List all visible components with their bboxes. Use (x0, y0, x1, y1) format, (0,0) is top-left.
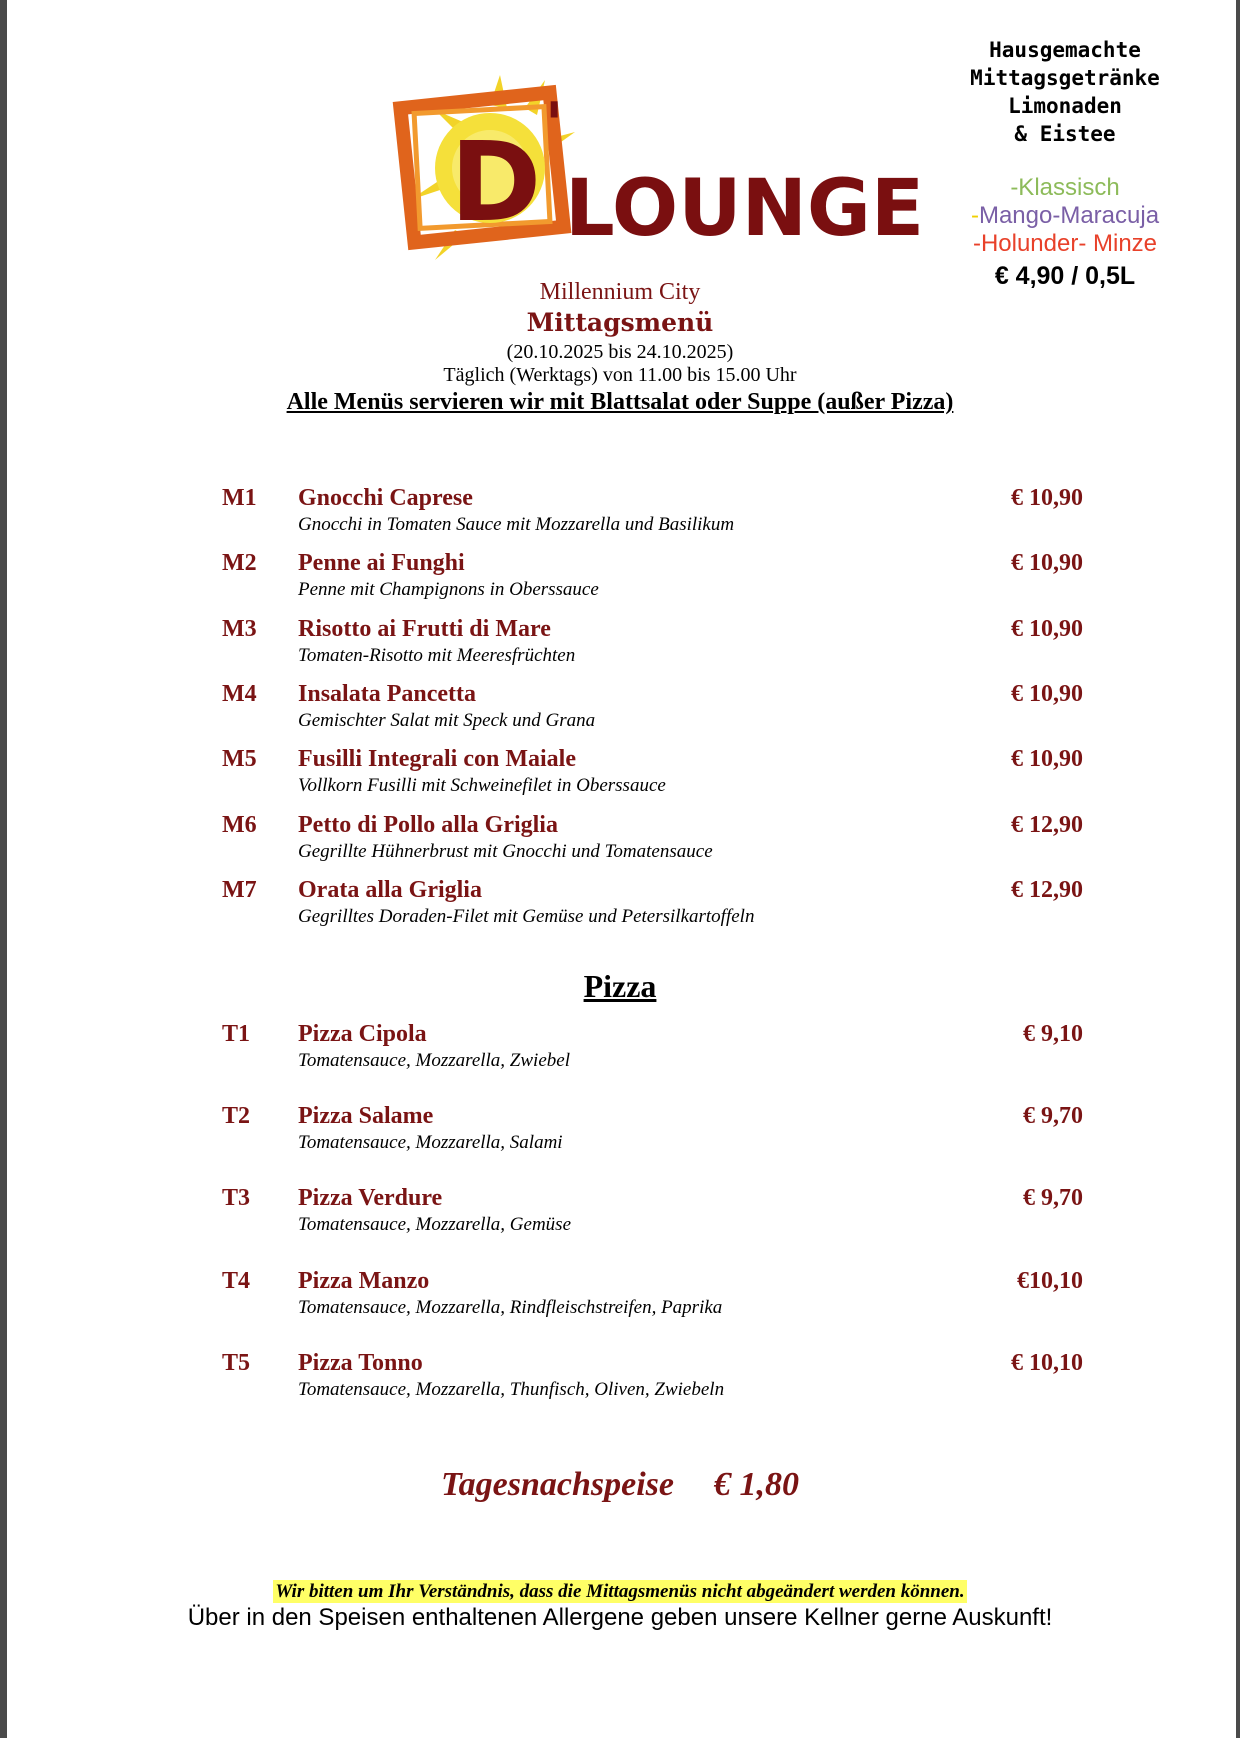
item-price: € 10,90 (1011, 681, 1083, 707)
drinks-line: & Eistee (1014, 122, 1116, 146)
menu-item (0, 812, 1240, 868)
menu-item (0, 550, 1240, 606)
drinks-line: Limonaden (1008, 94, 1122, 118)
item-description: Tomatensauce, Mozzarella, Gemüse (298, 1214, 572, 1235)
menu-item (0, 746, 1240, 802)
item-price: € 9,70 (1023, 1103, 1083, 1129)
item-name: Pizza Salame (298, 1103, 434, 1129)
logo-graphic (395, 70, 925, 275)
item-price: €10,10 (1017, 1268, 1083, 1294)
item-price: € 12,90 (1011, 877, 1083, 903)
menu-dates: (20.10.2025 bis 24.10.2025) (506, 341, 734, 363)
item-description: Vollkorn Fusilli mit Schweinefilet in Oberssauce (298, 775, 666, 796)
item-description: Gnocchi in Tomaten Sauce mit Mozzarella und Basilikum (298, 514, 735, 535)
item-code: T1 (222, 1021, 251, 1047)
daily-dessert (0, 1466, 1240, 1504)
drinks-price: € 4,90 / 0,5L (994, 262, 1136, 290)
drinks-panel (920, 36, 1210, 292)
menu-item (0, 485, 1240, 541)
notice-text: Wir bitten um Ihr Verständnis, dass die Mittagsmenüs nicht abgeändert werden können. (275, 1581, 965, 1602)
menu-item (0, 616, 1240, 672)
item-description: Tomatensauce, Mozzarella, Rindfleischstreifen, Paprika (298, 1297, 723, 1318)
side-dish-note: Alle Menüs servieren wir mit Blattsalat oder Suppe (außer Pizza) (286, 389, 954, 415)
pizza-item (0, 1350, 1240, 1406)
item-name: Orata alla Griglia (298, 877, 482, 903)
item-description: Penne mit Champignons in Oberssauce (298, 579, 599, 600)
item-price: € 9,70 (1023, 1185, 1083, 1211)
item-code: M5 (222, 746, 257, 772)
item-name: Gnocchi Caprese (298, 485, 473, 511)
item-code: T5 (222, 1350, 251, 1376)
item-price: € 10,90 (1011, 746, 1083, 772)
menu-item (0, 681, 1240, 737)
item-price: € 12,90 (1011, 812, 1083, 838)
item-description: Tomatensauce, Mozzarella, Thunfisch, Oliven, Zwiebeln (298, 1379, 725, 1400)
item-price: € 10,90 (1011, 485, 1083, 511)
pizza-item (0, 1021, 1240, 1077)
item-name: Pizza Cipola (298, 1021, 427, 1047)
item-description: Tomatensauce, Mozzarella, Salami (298, 1132, 563, 1153)
no-changes-notice (0, 1581, 1240, 1603)
item-code: T4 (222, 1268, 251, 1294)
item-description: Tomaten-Risotto mit Meeresfrüchten (298, 645, 576, 666)
item-name: Penne ai Funghi (298, 550, 465, 576)
item-price: € 9,10 (1023, 1021, 1083, 1047)
item-price: € 10,90 (1011, 550, 1083, 576)
drinks-line: Hausgemachte (989, 38, 1141, 62)
item-description: Gemischter Salat mit Speck und Grana (298, 710, 596, 731)
item-price: € 10,90 (1011, 616, 1083, 642)
svg-text:': ' (545, 90, 564, 160)
pizza-item (0, 1185, 1240, 1241)
menu-item (0, 877, 1240, 933)
item-name: Risotto ai Frutti di Mare (298, 616, 551, 642)
flavor-mango-maracuja: -Mango-Maracuja (970, 202, 1160, 229)
item-code: T3 (222, 1185, 251, 1211)
item-code: M6 (222, 812, 257, 838)
item-code: M1 (222, 485, 257, 511)
item-description: Gegrillte Hühnerbrust mit Gnocchi und Tomatensauce (298, 841, 713, 862)
location-title: Millennium City (539, 279, 701, 305)
item-name: Petto di Pollo alla Griglia (298, 812, 558, 838)
item-price: € 10,10 (1011, 1350, 1083, 1376)
item-description: Tomatensauce, Mozzarella, Zwiebel (298, 1050, 570, 1071)
logo-letter-d: D (450, 118, 542, 246)
flavor-holunder-minze: -Holunder- Minze (972, 230, 1158, 257)
dlounge-logo (395, 70, 925, 275)
dessert-price: € 1,80 (713, 1466, 799, 1503)
opening-hours: Täglich (Werktags) von 11.00 bis 15.00 Uhr (443, 364, 797, 386)
item-description: Gegrilltes Doraden-Filet mit Gemüse und Petersilkartoffeln (298, 906, 755, 927)
item-code: M7 (222, 877, 257, 903)
item-name: Pizza Verdure (298, 1185, 443, 1211)
allergen-info: Über in den Speisen enthaltenen Allergene geben unsere Kellner gerne Auskunft! (187, 1604, 1053, 1631)
pizza-item (0, 1103, 1240, 1159)
item-name: Insalata Pancetta (298, 681, 476, 707)
item-code: M3 (222, 616, 257, 642)
item-name: Pizza Manzo (298, 1268, 430, 1294)
item-code: M4 (222, 681, 257, 707)
item-name: Fusilli Integrali con Maiale (298, 746, 576, 772)
pizza-heading: Pizza (583, 968, 657, 1004)
item-code: M2 (222, 550, 257, 576)
item-name: Pizza Tonno (298, 1350, 423, 1376)
dessert-label: Tagesnachspeise (441, 1466, 674, 1503)
menu-title: Mittagsmenü (526, 308, 714, 337)
drinks-line: Mittagsgetränke (970, 66, 1160, 90)
pizza-item (0, 1268, 1240, 1324)
logo-letters-lounge: LOUNGE (565, 164, 925, 254)
item-code: T2 (222, 1103, 251, 1129)
flavor-klassisch: -Klassisch (1010, 174, 1120, 201)
